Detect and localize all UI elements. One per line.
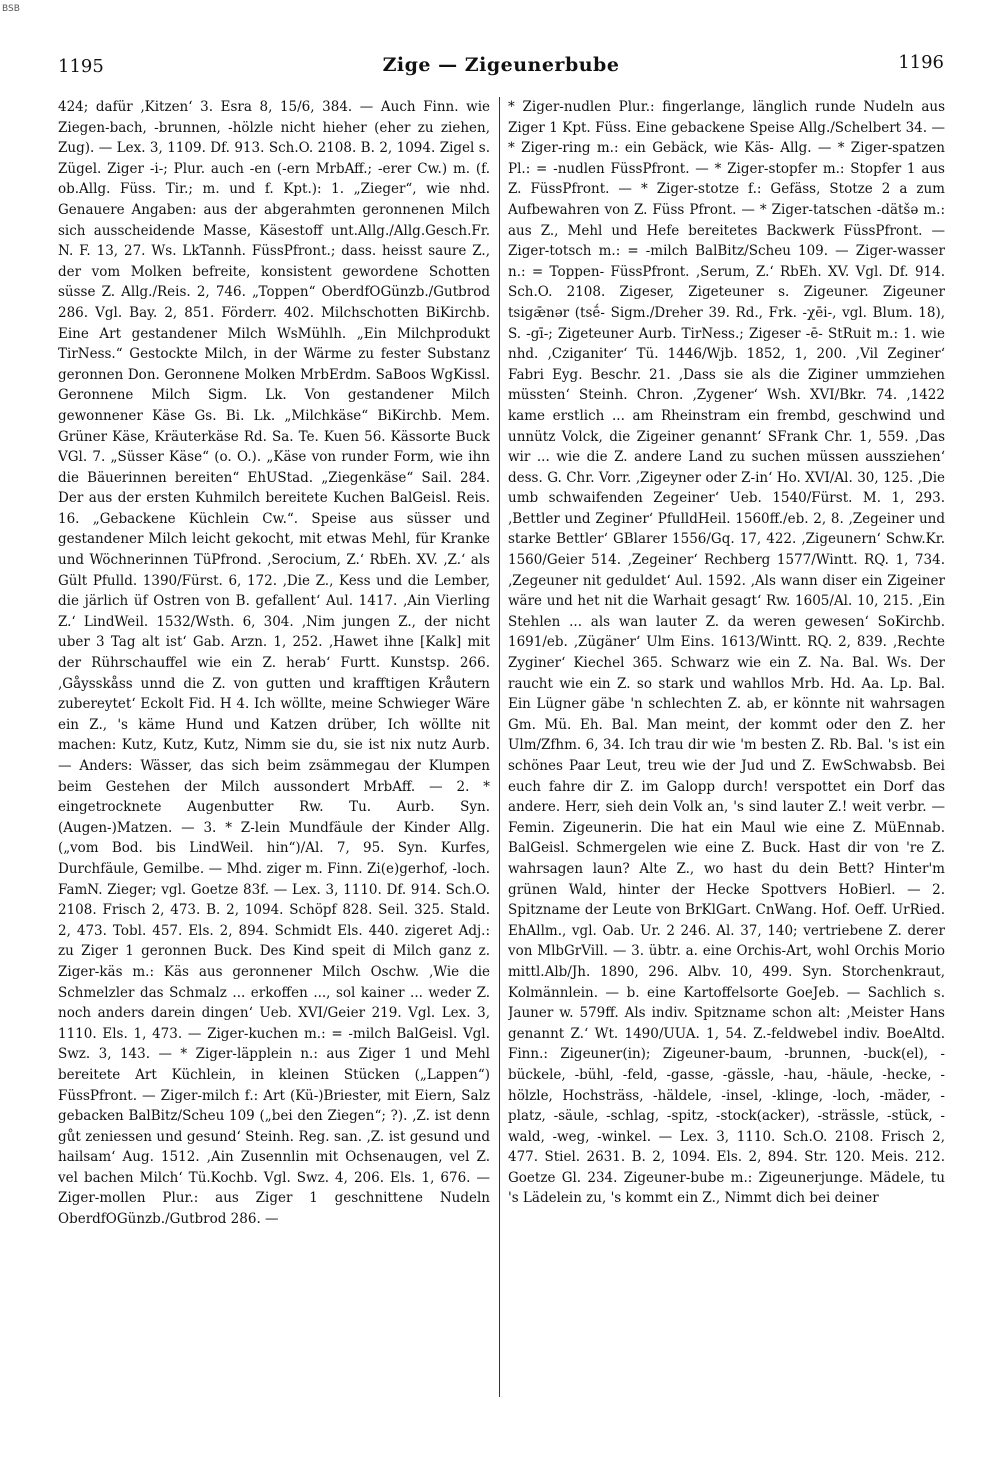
page-number-right: 1196 <box>898 52 944 73</box>
column-left-text: 424; dafür ‚Kitzen‘ 3. Esra 8, 15/6, 384. — Auch Finn. wie Ziegen-bach, -brunnen, -hölzle nicht hieher (eher zu ziehen, Zug). — Lex. 3, 1109. Df. 913. Sch.O. 2108. B. 2, 1094. Zigel s. Zügel. Ziger -i-; Plur. auch -en (-ern MrbAff.; -erer Cw.) m. (f. ob.Allg. Füss. Tir.; m. und f. Kpt.): 1. „Zieger“, wie nhd. Genauere Angaben: aus der abgerahmten geronnenen Milch sich ausscheidende Masse, Käsestoff unt.Allg./Allg.Gesch.Fr. N. F. 13, 27. Ws. LkTannh. FüssPfront.; dass. heisst saure Z., der vom Molken befreite, konsistent gewordene Schotten süsse Z. Allg./Reis. 2, 746. „Toppen“ OberdfOGünzb./Gutbrod 286. Vgl. Bay. 2, 851. Förderr. 402. Milchschotten BiKirchb. Eine Art gestandener Milch WsMühlh. „Ein Milchprodukt TirNess.“ Gestockte Milch, in der Wärme zu fester Substanz geronnen Don. Geronnene Molken MrbErdm. SaBoos WgKissl. Geronnene Milch Sigm. Lk. Von gestandener Milch gewonnener Käse Gs. Bi. Lk. „Milchkäse“ BiKirchb. Mem. Grüner Käse, Kräuterkäse Rd. Sa. Te. Kuen 56. Kässorte Buck VGl. 7. „Süsser Käse“ (o. O.). „Käse von runder Form, wie ihn die Bäuerinnen bereiten“ EhUStad. „Ziegenkäse“ Sail. 284. Der aus der ersten Kuhmilch bereitete Kuchen BalGeisl. Reis. 16. „Gebackene Küchlein Cw.“. Speise aus süsser und gestandener Milch leicht gekocht, mit etwas Mehl, für Kranke und Wöchnerinnen TüPfrond. ‚Serocium, Z.‘ RbEh. XV. ‚Z.‘ als Gült Pfulld. 1390/Fürst. 6, 172. ‚Die Z., Kess und die Lember, die järlich üf Ostren von B. gefallent‘ Aul. 1417. ‚Ain Vierling Z.‘ LindWeil. 1532/Wsth. 6, 304. ‚Nim jungen Z., der nicht uber 3 Tag alt ist‘ Gab. Arzn. 1, 252. ‚Hawet ihne [Kalk] mit der Rührschauffel wie ein Z. herab‘ Furtt. Kunstsp. 266. ‚Gåysskåss unnd die Z. von gutten und krafftigen Kråutern zubereytet‘ Eckolt Fid. H 4. Ich wöllte, meine Schwieger Wäre ein Z., 's käme Hund und Katzen drüber, Ich wöllte nit machen: Kutz, Kutz, Kutz, Nimm sie du, sie ist nix nutz Aurb. — Anders: Wässer, das sich beim zsämmegau der Klumpen beim Gestehen der Milch aussondert MrbAff. — 2. * eingetrocknete Augenbutter Rw. Tu. Aurb. Syn. (Augen-)Matzen. — 3. * Z-lein Mundfäule der Kinder Allg. („vom Bod. bis LindWeil. hin“)/Al. 7, 95. Syn. Kurfes, Durchfäule, Gemilbe. — Mhd. ziger m. Finn. Zi(e)gerhof, -loch. FamN. Zieger; vgl. Goetze 83f. — Lex. 3, 1110. Df. 914. Sch.O. 2108. Frisch 2, 473. B. 2, 1094. Schöpf 828. Seil. 325. Stald. 2, 473. Tobl. 457. Els. 2, 894. Schmidt Els. 440. zigeret Adj.: zu Ziger 1 geronnen Buck. Des Kind speit di Milch ganz z. Ziger-käs m.: Käs aus geronnener Milch Oschw. ‚Wie die Schmelzler das Schmalz ... erkoffen ..., sol kainer ... weder Z. noch anders darein dingen‘ Ueb. XVI/Geier 219. Vgl. Lex. 3, 1110. Els. 1, 473. — Ziger-kuchen m.: = -milch BalGeisl. Vgl. Swz. 3, 143. — * Ziger-läpplein n.: aus Ziger 1 und Mehl bereitete Art Küchlein, in kleinen Stücken („Lappen“) FüssPfront. — Ziger-milch f.: Art (Kü-)Briester, mit Eiern, Salz gebacken BalBitz/Scheu 109 („bei den Ziegen“; ?). ‚Z. ist denn gůt zeniessen und gesund‘ Steinh. Reg. san. ‚Z. ist gesund und hailsam‘ Aug. 1512. ‚Ain Zusennlin mit Ochsenaugen, vel Z. vel bachen Milch‘ Tü.Kochb. Vgl. Swz. 4, 206. Els. 1, 676. — Ziger-mollen Plur.: aus Ziger 1 geschnittene Nudeln OberdfOGünzb./Gutbrod 286. — <box>58 99 490 1228</box>
running-title: Zige — Zigeunerbube <box>382 54 620 76</box>
column-right-text: * Ziger-nudlen Plur.: fingerlange, länglich runde Nudeln aus Ziger 1 Kpt. Füss. Eine gebackene Speise Allg./Schelbert 34. — * Ziger-ring m.: ein Gebäck, wie Käs- Allg. — * Ziger-spatzen Pl.: = -nudlen FüssPfront. — * Ziger-stopfer m.: Stopfer 1 aus Z. FüssPfront. — * Ziger-stotze f.: Gefäss, Stotze 2 a zum Aufbewahren von Z. Füss Pfront. — * Ziger-tatschen -dätšə m.: aus Z., Mehl und Hefe bereitetes Backwerk FüssPfront. — Ziger-totsch m.: = -milch BalBitz/Scheu 109. — Ziger-wasser n.: = Toppen- FüssPfront. ‚Serum, Z.‘ RbEh. XV. Vgl. Df. 914. Sch.O. 2108. Zigeser, Zigeteuner s. Zigeuner. Zigeuner tsigǣnər (tsḗ- Sigm./Dreher 39. Rd., Frk. -χēi-, vgl. Blum. 18), S. -gī-; Zigeteuner Aurb. TirNess.; Zigeser -ē- StRuit m.: 1. wie nhd. ‚Cziganiter‘ Tü. 1446/Wjb. 1852, 1, 200. ‚Vil Zeginer‘ Fabri Eyg. Beschr. 21. ‚Dass sie als die Ziginer ummziehen müssten‘ Steinh. Chron. ‚Zygener‘ Wsh. XVI/Bkr. 74. ‚1422 kame erstlich ... am Rheinstram ein frembd, geschwind und unnütz Volck, die Zigeiner genannt‘ SFrank Chr. 1, 559. ‚Das wir ... wie die Z. andere Land zu suchen müssen aussziehen‘ dess. G. Chr. Vorr. ‚Zigeyner oder Z-in‘ Ho. XVI/Al. 30, 125. ‚Die umb schwaifenden Zegeiner‘ Ueb. 1540/Fürst. M. 1, 293. ‚Bettler und Zeginer‘ PfulldHeil. 1560ff./eb. 2, 8. ‚Zegeiner und starke Bettler‘ GBlarer 1556/Gq. 17, 422. ‚Zigeunern‘ Schw.Kr. 1560/Geier 514. ‚Zegeiner‘ Rechberg 1577/Wintt. RQ. 1, 734. ‚Zegeuner nit geduldet‘ Aul. 1592. ‚Als wann diser ein Zigeiner wäre und het nit die Warhait gesagt‘ Rw. 1605/Al. 10, 215. ‚Ein Stehlen ... als wan lauter Z. da weren gewesen‘ SoKirchb. 1691/eb. ‚Zügäner‘ Ulm Eins. 1613/Wintt. RQ. 2, 839. ‚Rechte Zyginer‘ Kiechel 365. Schwarz wie ein Z. Na. Bal. Ws. Der raucht wie ein Z. so stark und wahllos Mrb. Hd. Aa. Lp. Bal. Ein Lügner gäbe 'n schlechten Z. ab, er könnte nit wahrsagen Gm. Mü. Eh. Bal. Man meint, der kommt oder den Z. her Ulm/Zfhm. 6, 34. Ich trau dir wie 'm besten Z. Rb. Bal. 's ist ein schönes Paar Leut, treu wie der Jud und Z. EwSchwabsb. Bei euch fahre dir Z. im Galopp durch! verspottet ein Dorf das andere. Herr, sieh dein Volk an, 's sind lauter Z.! weit verbr. — Femin. Zigeunerin. Die hat ein Maul wie eine Z. MüEnnab. BalGeisl. Schmergelen wie eine Z. Buck. Hast dir von 're Z. wahrsagen laun? Alte Z., wo hast du dein Bett? Hinter'm grünen Wald, hinter der Hecke Spottvers HoBierl. — 2. Spitzname der Leute von BrKlGart. CnWang. Hof. Oeff. UrRied. EhAllm., vgl. Oab. Ur. 2 246. Al. 37, 140; vertriebene Z. derer von MlbGrVill. — 3. übtr. a. eine Orchis-Art, wohl Orchis Morio mittl.Alb/Jh. 1890, 296. Albv. 10, 499. Syn. Storchenkraut, Kolmännlein. — b. eine Kartoffelsorte GoeJeb. — Sachlich s. Jauner w. 579ff. Als indiv. Spitzname schon alt: ‚Meister Hans genannt Z.‘ Wt. 1490/UUA. 1, 54. Z.-feldwebel indiv. BoeAltd. Finn.: Zigeuner(in); Zigeuner-baum, -brunnen, -buck(el), -bückele, -bühl, -feld, -gasse, -gässle, -hau, -häule, -hecke, -hölzle, Hochsträss, -häldele, -insel, -klinge, -loch, -mäder, -platz, -säule, -schlag, -spitz, -stock(acker), -strässle, -stück, -wald, -weg, -winkel. — Lex. 3, 1110. Sch.O. 2108. Frisch 2, 477. Stiel. 2631. B. 2, 1094. Els. 2, 894. Str. 120. Meis. 212. Goetze Gl. 234. Zigeuner-bube m.: Zigeunerjunge. Mädele, tu 's Lädelein zu, 's kommt ein Z., Nimmt dich bei deiner <box>508 99 945 1207</box>
page-header <box>58 52 944 82</box>
column-divider <box>499 97 500 1397</box>
page-number-left: 1195 <box>58 56 104 77</box>
column-right <box>508 97 945 1457</box>
column-left <box>58 97 490 1457</box>
library-stamp: BSB <box>2 4 20 14</box>
